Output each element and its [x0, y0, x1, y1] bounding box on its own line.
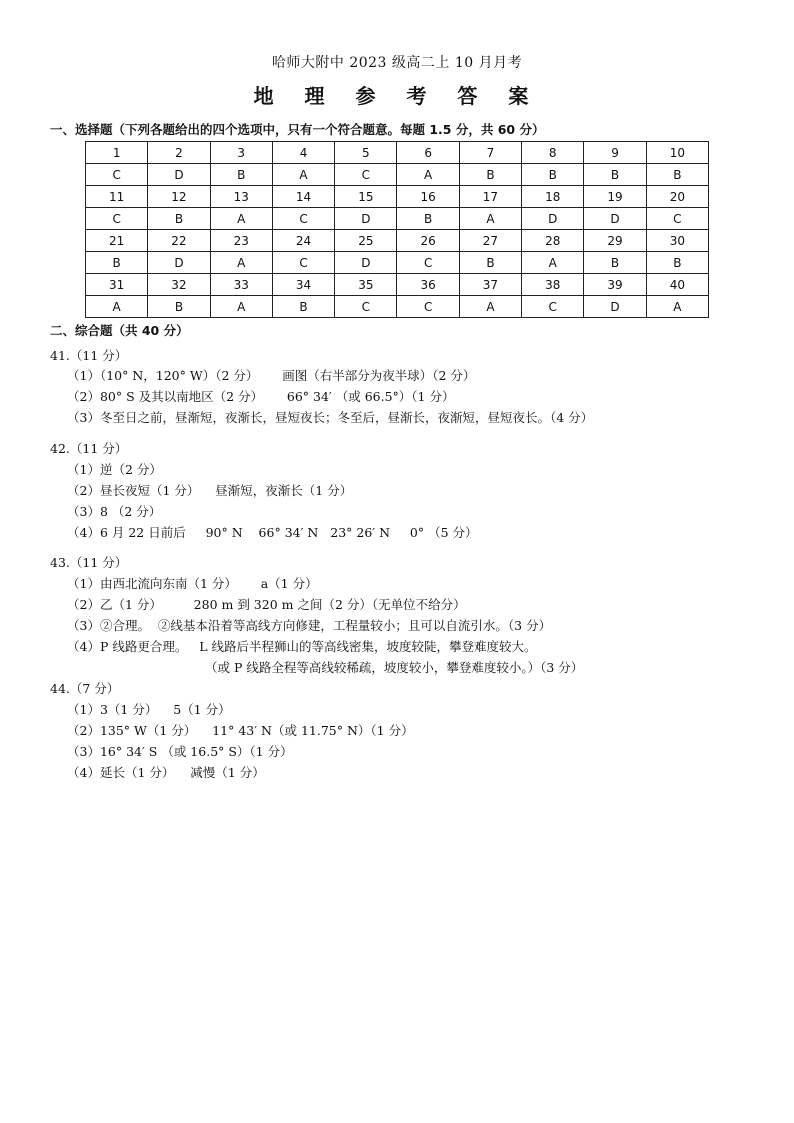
answer-key-row: [86, 208, 709, 230]
question-number-cell: 15: [335, 186, 397, 208]
question-number-cell: 17: [459, 186, 521, 208]
question-number-cell: 20: [646, 186, 708, 208]
answer-key-cell: A: [397, 164, 459, 186]
question-number-cell: 35: [335, 274, 397, 296]
answer-key-cell: D: [584, 208, 646, 230]
answer-key-cell: D: [148, 252, 210, 274]
answer-key-cell: A: [459, 296, 521, 318]
q41-answer-3: （3）冬至日之前，昼渐短，夜渐长，昼短夜长；冬至后，昼渐长，夜渐短，昼短夜长。（4 分）: [67, 410, 594, 425]
q44-answer-4: （4）延长（1 分） 减慢（1 分）: [67, 765, 265, 780]
q43-answer-4: （4）P 线路更合理。 L 线路后半程狮山的等高线密集，坡度较陡，攀登难度较大。: [67, 639, 537, 654]
question-number-cell: 16: [397, 186, 459, 208]
question-number-cell: 1: [86, 142, 148, 164]
answer-key-cell: B: [397, 208, 459, 230]
question-number-cell: 18: [522, 186, 584, 208]
q44-answer-1: （1）3（1 分） 5（1 分）: [67, 702, 231, 717]
answer-key-cell: C: [646, 208, 708, 230]
answer-key-cell: D: [584, 296, 646, 318]
q41-answer-2: （2）80° S 及其以南地区（2 分） 66° 34′ （或 66.5°）（1 分）: [67, 389, 455, 404]
answer-key-cell: C: [397, 252, 459, 274]
question-number-cell: 9: [584, 142, 646, 164]
answer-key-cell: B: [86, 252, 148, 274]
answer-key-cell: C: [272, 208, 334, 230]
answer-key-cell: B: [522, 164, 584, 186]
answer-key-row: [86, 252, 709, 274]
answer-key-cell: D: [148, 164, 210, 186]
question-number-cell: 26: [397, 230, 459, 252]
q41-title: 41.（11 分）: [50, 348, 128, 363]
answer-key-row: [86, 296, 709, 318]
answer-key-cell: D: [335, 208, 397, 230]
answer-key-cell: A: [459, 208, 521, 230]
school-exam-line: 哈师大附中 2023 级高二上 10 月月考: [271, 55, 523, 71]
q41-answer-1: （1）（10° N，120° W）（2 分） 画图（右半部分为夜半球）（2 分）: [67, 368, 476, 383]
question-number-cell: 37: [459, 274, 521, 296]
q44-title: 44.（7 分）: [50, 681, 120, 696]
question-number-cell: 11: [86, 186, 148, 208]
question-number-cell: 4: [272, 142, 334, 164]
q43-answer-1: （1）由西北流向东南（1 分） a（1 分）: [67, 576, 318, 591]
question-number-cell: 24: [272, 230, 334, 252]
question-number-cell: 31: [86, 274, 148, 296]
q43-title: 43.（11 分）: [50, 555, 128, 570]
answer-key-cell: D: [522, 208, 584, 230]
answer-key-cell: B: [459, 252, 521, 274]
question-number-cell: 30: [646, 230, 708, 252]
question-number-cell: 3: [210, 142, 272, 164]
answer-key-cell: B: [646, 252, 708, 274]
question-number-cell: 6: [397, 142, 459, 164]
answer-key-cell: A: [646, 296, 708, 318]
answer-key-cell: B: [646, 164, 708, 186]
answer-key-cell: C: [397, 296, 459, 318]
answer-key-cell: B: [210, 164, 272, 186]
question-number-cell: 21: [86, 230, 148, 252]
answer-key-cell: B: [584, 164, 646, 186]
q43-answer-2: （2）乙（1 分） 280 m 到 320 m 之间（2 分）（无单位不给分）: [67, 597, 466, 612]
answer-key-cell: A: [210, 208, 272, 230]
question-number-cell: 19: [584, 186, 646, 208]
question-number-cell: 27: [459, 230, 521, 252]
question-number-cell: 25: [335, 230, 397, 252]
page-title: 地 理 参 考 答 案: [253, 84, 541, 108]
q42-title: 42.（11 分）: [50, 441, 128, 456]
answer-key-cell: A: [86, 296, 148, 318]
question-number-cell: 39: [584, 274, 646, 296]
answer-key-cell: B: [148, 296, 210, 318]
question-number-cell: 10: [646, 142, 708, 164]
question-number-cell: 8: [522, 142, 584, 164]
question-number-row: [86, 142, 709, 164]
question-number-cell: 5: [335, 142, 397, 164]
question-number-cell: 28: [522, 230, 584, 252]
question-number-cell: 2: [148, 142, 210, 164]
q42-answer-2: （2）昼长夜短（1 分） 昼渐短，夜渐长（1 分）: [67, 483, 353, 498]
answer-key-cell: B: [459, 164, 521, 186]
q42-answer-3: （3）8 （2 分）: [67, 504, 162, 519]
question-number-cell: 14: [272, 186, 334, 208]
answer-key-cell: B: [584, 252, 646, 274]
answer-key-cell: A: [210, 296, 272, 318]
question-number-cell: 34: [272, 274, 334, 296]
answer-key-cell: C: [335, 164, 397, 186]
answer-key-cell: A: [210, 252, 272, 274]
q44-answer-3: （3）16° 34′ S （或 16.5° S）（1 分）: [67, 744, 293, 759]
question-number-row: [86, 186, 709, 208]
q44-answer-2: （2）135° W（1 分） 11° 43′ N（或 11.75° N）（1 分）: [67, 723, 414, 738]
answer-key-cell: B: [148, 208, 210, 230]
answer-key-cell: C: [86, 164, 148, 186]
multiple-choice-answer-table: [85, 141, 709, 318]
question-number-cell: 36: [397, 274, 459, 296]
q43-answer-3: （3）②合理。 ②线基本沿着等高线方向修建，工程量较小；且可以自流引水。（3 分）: [67, 618, 552, 633]
answer-key-cell: C: [86, 208, 148, 230]
q42-answer-1: （1）逆（2 分）: [67, 462, 162, 477]
answer-key-cell: C: [522, 296, 584, 318]
q43-answer-4-alt: （或 P 线路全程等高线较稀疏，坡度较小，攀登难度较小。）（3 分）: [205, 660, 584, 675]
question-number-cell: 7: [459, 142, 521, 164]
question-number-cell: 32: [148, 274, 210, 296]
answer-key-cell: A: [272, 164, 334, 186]
question-number-cell: 13: [210, 186, 272, 208]
question-number-row: [86, 274, 709, 296]
question-number-cell: 23: [210, 230, 272, 252]
answer-key-cell: C: [272, 252, 334, 274]
section-1-heading: 一、选择题（下列各题给出的四个选项中，只有一个符合题意。每题 1.5 分，共 60 分）: [50, 122, 545, 137]
answer-key-cell: C: [335, 296, 397, 318]
answer-key-row: [86, 164, 709, 186]
answer-key-cell: A: [522, 252, 584, 274]
question-number-cell: 22: [148, 230, 210, 252]
question-number-cell: 29: [584, 230, 646, 252]
question-number-cell: 12: [148, 186, 210, 208]
question-number-cell: 33: [210, 274, 272, 296]
section-2-heading: 二、综合题（共 40 分）: [50, 323, 189, 338]
q42-answer-4: （4）6 月 22 日前后 90° N 66° 34′ N 23° 26′ N 0° （5 分）: [67, 525, 478, 540]
question-number-cell: 38: [522, 274, 584, 296]
question-number-cell: 40: [646, 274, 708, 296]
answer-key-cell: B: [272, 296, 334, 318]
question-number-row: [86, 230, 709, 252]
answer-key-cell: D: [335, 252, 397, 274]
